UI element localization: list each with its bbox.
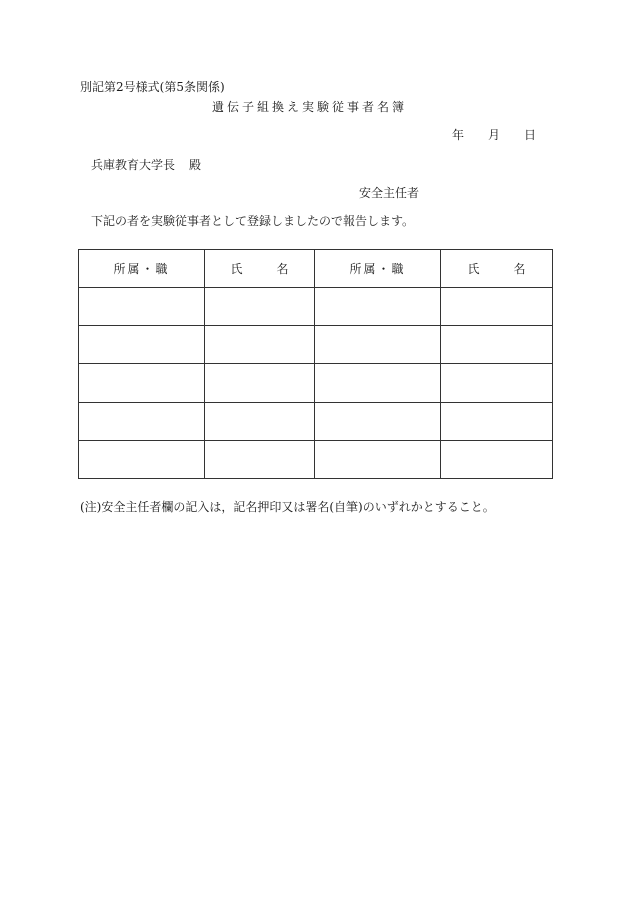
- cell-affiliation-position[interactable]: [79, 364, 205, 402]
- header-name: [205, 250, 315, 288]
- header-affiliation-position: 所属・職: [79, 250, 205, 288]
- table-row: [79, 402, 553, 440]
- cell-name[interactable]: [441, 440, 553, 478]
- header-name-family-char: 氏: [230, 262, 243, 276]
- footnote: (注)安全主任者欄の記入は，記名押印又は署名(自筆)のいずれかとすること。: [80, 500, 495, 514]
- header-name-given-char: 名: [513, 262, 526, 276]
- date-month-label: 月: [488, 128, 501, 142]
- cell-name[interactable]: [205, 326, 315, 364]
- header-affiliation-position: 所属・職: [315, 250, 441, 288]
- form-reference: 別記第2号様式(第5条関係): [80, 80, 225, 94]
- addressee-name: 兵庫教育大学長: [91, 158, 176, 172]
- cell-affiliation-position[interactable]: [315, 440, 441, 478]
- personnel-roster-table: [78, 249, 553, 479]
- table-row: [79, 440, 553, 478]
- cell-affiliation-position[interactable]: [79, 326, 205, 364]
- table-row: [79, 364, 553, 402]
- date-year-label: 年: [452, 128, 465, 142]
- table-header-row: [79, 250, 553, 288]
- cell-name[interactable]: [205, 364, 315, 402]
- cell-name[interactable]: [205, 440, 315, 478]
- cell-affiliation-position[interactable]: [315, 402, 441, 440]
- addressee-honorific: 殿: [189, 158, 202, 172]
- cell-affiliation-position[interactable]: [315, 326, 441, 364]
- cell-affiliation-position[interactable]: [315, 288, 441, 326]
- cell-name[interactable]: [441, 326, 553, 364]
- cell-name[interactable]: [441, 364, 553, 402]
- addressee: [91, 158, 201, 172]
- cell-name[interactable]: [205, 402, 315, 440]
- cell-name[interactable]: [205, 288, 315, 326]
- header-name-family-char: 氏: [467, 262, 480, 276]
- date-line: [452, 128, 536, 142]
- cell-name[interactable]: [441, 402, 553, 440]
- report-statement: 下記の者を実験従事者として登録しましたので報告します。: [91, 214, 415, 228]
- safety-officer-label: 安全主任者: [359, 186, 420, 200]
- table-row: [79, 288, 553, 326]
- cell-affiliation-position[interactable]: [315, 364, 441, 402]
- cell-affiliation-position[interactable]: [79, 288, 205, 326]
- header-name-given-char: 名: [276, 262, 289, 276]
- cell-affiliation-position[interactable]: [79, 402, 205, 440]
- document-title: 遺伝子組換え実験従事者名簿: [212, 100, 408, 114]
- date-day-label: 日: [524, 128, 537, 142]
- cell-name[interactable]: [441, 288, 553, 326]
- table-row: [79, 326, 553, 364]
- cell-affiliation-position[interactable]: [79, 440, 205, 478]
- header-name: [441, 250, 553, 288]
